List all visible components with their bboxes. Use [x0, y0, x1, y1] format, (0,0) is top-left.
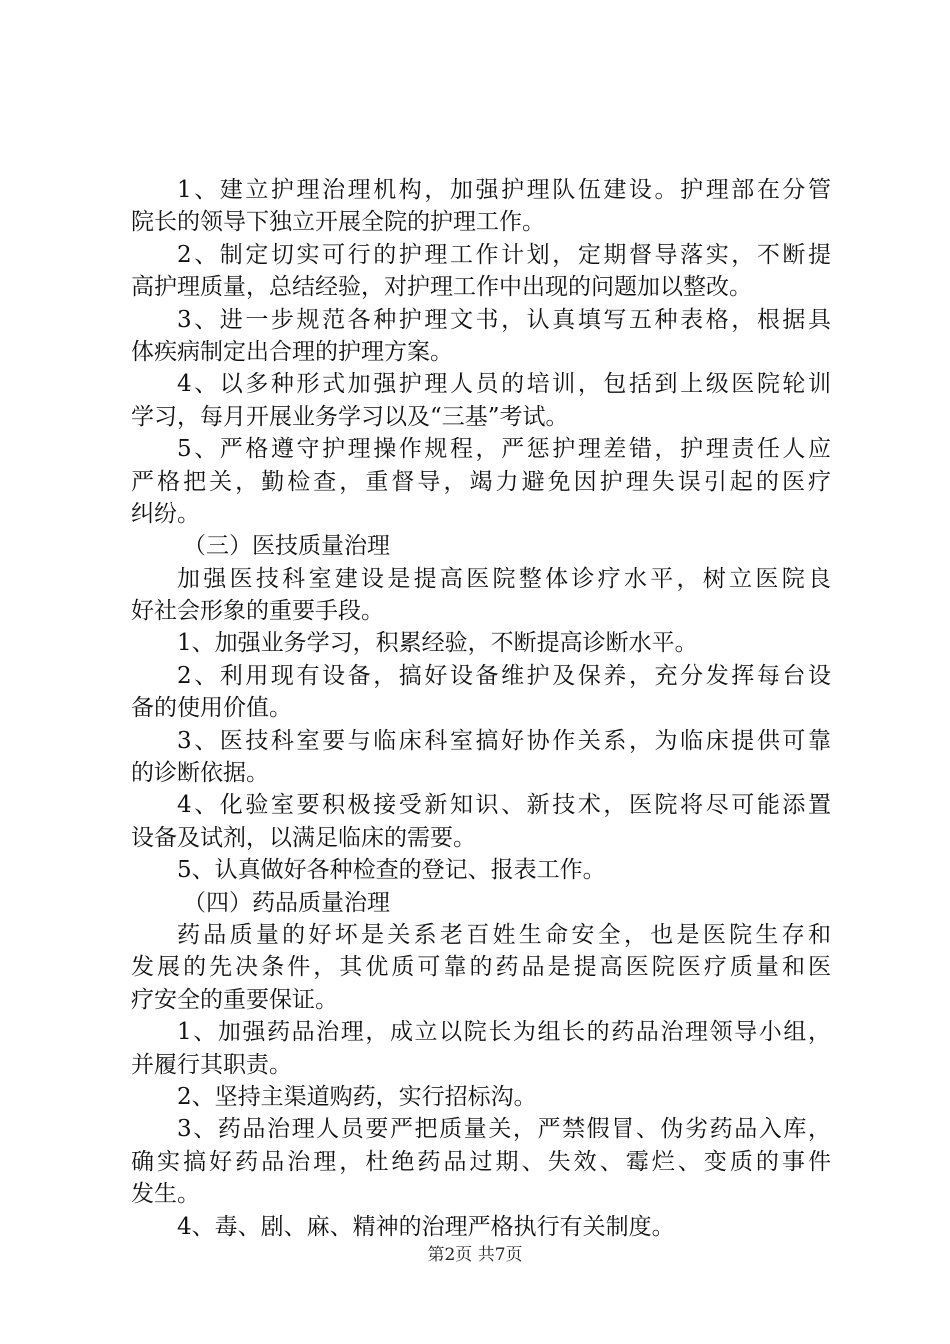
- text-line: 1、加强药品治理，成立以院长为组长的药品治理领导小组，: [177, 1019, 831, 1046]
- text-line: 2、制定切实可行的护理工作计划，定期督导落实，不断提: [177, 241, 831, 268]
- text-line: 严格把关，勤检查，重督导，竭力避免因护理失误引起的医疗: [131, 468, 831, 495]
- list-item-paragraph: [131, 1113, 831, 1210]
- text-line: 高护理质量，总结经验，对护理工作中出现的问题加以整改。: [131, 274, 752, 301]
- text-line: （三）医技质量治理: [183, 533, 390, 560]
- text-line: 发展的先决条件，其优质可靠的药品是提高医院医疗质量和医: [131, 954, 831, 981]
- section-heading: [131, 530, 831, 562]
- text-line: 加强医技科室建设是提高医院整体诊疗水平，树立医院良: [177, 565, 831, 592]
- text-line: 4、以多种形式加强护理人员的培训，包括到上级医院轮训: [177, 371, 831, 398]
- text-line: 院长的领导下独立开展全院的护理工作。: [131, 209, 545, 236]
- text-line: 5、认真做好各种检查的登记、报表工作。: [177, 857, 606, 884]
- section-intro-paragraph: [131, 563, 831, 628]
- page-footer: 第2页 共7页: [427, 1245, 523, 1265]
- list-item-paragraph: [131, 725, 831, 790]
- text-line: 2、坚持主渠道购药，实行招标沟。: [177, 1083, 537, 1110]
- section-heading: [131, 887, 831, 919]
- text-line: 体疾病制定出合理的护理方案。: [131, 338, 453, 365]
- text-line: 备的使用价值。: [131, 695, 292, 722]
- list-item-paragraph: [131, 368, 831, 433]
- text-line: 药品质量的好坏是关系老百姓生命安全，也是医院生存和: [177, 921, 831, 948]
- list-item-paragraph: [131, 1016, 831, 1081]
- section-intro-paragraph: [131, 919, 831, 1016]
- text-line: （四）药品质量治理: [183, 889, 390, 916]
- text-line: 3、医技科室要与临床科室搞好协作关系，为临床提供可靠: [177, 727, 831, 754]
- text-line: 学习，每月开展业务学习以及“三基”考试。: [131, 403, 569, 430]
- text-line: 2、利用现有设备，搞好设备维护及保养，充分发挥每台设: [177, 662, 831, 689]
- text-line: 设备及试剂，以满足临床的需要。: [131, 824, 476, 851]
- document-body: [131, 174, 831, 1243]
- text-line: 3、药品治理人员要严把质量关，严禁假冒、伪劣药品入库，: [177, 1116, 831, 1143]
- text-line: 并履行其职责。: [131, 1051, 292, 1078]
- text-line: 3、进一步规范各种护理文书，认真填写五种表格，根据具: [177, 306, 831, 333]
- text-line: 1、加强业务学习，积累经验，不断提高诊断水平。: [177, 630, 698, 657]
- list-item-paragraph: [131, 304, 831, 369]
- list-item-paragraph: [131, 1081, 831, 1113]
- list-item-paragraph: [131, 854, 831, 886]
- text-line: 4、化验室要积极接受新知识、新技术，医院将尽可能添置: [177, 792, 831, 819]
- text-line: 1、建立护理治理机构，加强护理队伍建设。护理部在分管: [177, 177, 831, 203]
- list-item-paragraph: [131, 433, 831, 530]
- list-item-paragraph: [131, 174, 831, 239]
- text-line: 4、毒、剧、麻、精神的治理严格执行有关制度。: [177, 1213, 675, 1240]
- list-item-paragraph: [131, 660, 831, 725]
- list-item-paragraph: [131, 789, 831, 854]
- list-item-paragraph: [131, 239, 831, 304]
- text-line: 好社会形象的重要手段。: [131, 598, 384, 625]
- text-line: 疗安全的重要保证。: [131, 986, 338, 1013]
- list-item-paragraph: [131, 627, 831, 659]
- list-item-paragraph: [131, 1211, 831, 1243]
- text-line: 纠纷。: [131, 500, 200, 527]
- text-line: 的诊断依据。: [131, 760, 269, 787]
- text-line: 确实搞好药品治理，杜绝药品过期、失效、霉烂、变质的事件: [131, 1148, 831, 1175]
- text-line: 5、严格遵守护理操作规程，严惩护理差错，护理责任人应: [177, 436, 831, 463]
- text-line: 发生。: [131, 1181, 200, 1208]
